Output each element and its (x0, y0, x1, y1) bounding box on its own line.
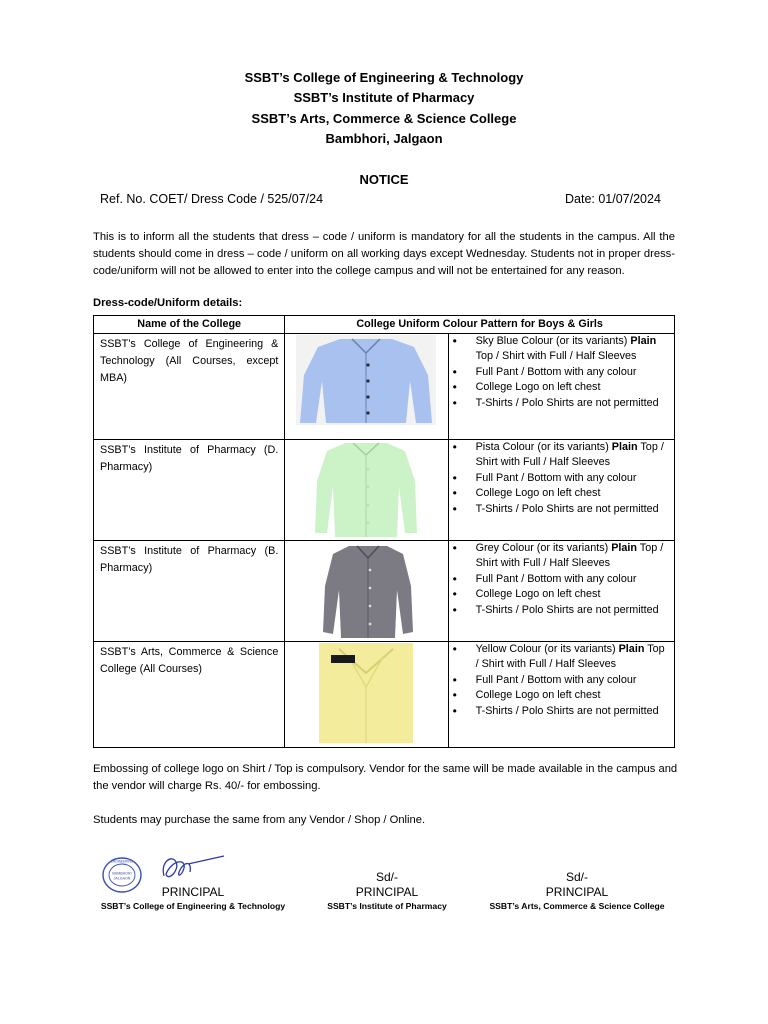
header-college-name: Name of the College (94, 316, 285, 334)
shirt-button (367, 504, 370, 507)
table-row (94, 642, 675, 748)
pattern-item: • T-Shirts / Polo Shirts are not permitted (476, 603, 670, 618)
purchase-note: Students may purchase the same from any Vendor / Shop / Online. (93, 814, 426, 826)
header-line-3: SSBT’s Arts, Commerce & Science College (251, 111, 517, 126)
top-shirt-text: Top / Shirt with Full / Half Sleeves (475, 542, 664, 570)
seal-top-text: ENGINEERING (110, 859, 134, 864)
signature-sd (93, 869, 293, 885)
plain-text: Plain (630, 335, 657, 347)
shirt-button (369, 569, 372, 572)
pattern-item: • T-Shirts / Polo Shirts are not permitted (476, 704, 670, 719)
signature-role: PRINCIPAL (545, 885, 609, 899)
pattern-list (449, 642, 674, 719)
shirt-button (367, 522, 370, 525)
pattern-item-colour (476, 642, 670, 673)
details-title: Dress-code/Uniform details: (93, 297, 243, 309)
shirt-button (367, 411, 370, 414)
colour-pattern-cell (448, 541, 674, 642)
signature-institute: SSBT’s Arts, Commerce & Science College (489, 901, 665, 911)
seal-center-text-1: BAMBHORI (112, 871, 132, 876)
embossing-note: Embossing of college logo on Shirt / Top is compulsory. Vendor for the same will be made available in the campus and the vendor will charge Rs. 40/- for embossing. (93, 763, 678, 792)
reference-number: Ref. No. COET/ Dress Code / 525/07/24 (100, 192, 324, 206)
college-name-cell: SSBT’s College of Engineering & Technology (All Courses, except MBA) (94, 334, 285, 440)
shirt-button (367, 468, 370, 471)
yellow-shirt-image (319, 643, 413, 743)
shirt-image-cell (285, 642, 448, 748)
signature-institute: SSBT’s College of Engineering & Technology (100, 901, 286, 911)
college-name-cell: SSBT’s Institute of Pharmacy (B. Pharmacy) (94, 541, 285, 642)
colour-pattern-cell (448, 642, 674, 748)
table-row (94, 541, 675, 642)
header-colour-pattern: College Uniform Colour Pattern for Boys & Girls (285, 316, 675, 334)
notice-body: This is to inform all the students that dress – code / uniform is mandatory for all the students in the campus. All the students should come in dress – code / uniform on all working days except Wednesday. Students not in proper dress-code/uniform will not be allowed to enter into the college campus and will not be entertained for any reason. (93, 231, 675, 277)
pattern-item: • T-Shirts / Polo Shirts are not permitted (476, 396, 670, 411)
signature-block-arts (482, 869, 672, 912)
shirt-button (367, 379, 370, 382)
top-shirt-text: Top / Shirt with Full / Half Sleeves (475, 350, 637, 363)
shirt-button (367, 486, 370, 489)
signature-block-engineering (93, 869, 293, 912)
colour-text: Grey Colour (or its variants) (475, 542, 612, 554)
pattern-item: • Full Pant / Bottom with any colour (476, 673, 670, 688)
notice-title: NOTICE (359, 172, 409, 187)
pattern-item: • College Logo on left chest (476, 380, 670, 395)
shirt-button (367, 363, 370, 366)
shirt-image-cell (285, 334, 448, 440)
pattern-item: • College Logo on left chest (476, 587, 670, 602)
shirt-image-cell (285, 541, 448, 642)
header-line-2: SSBT’s Institute of Pharmacy (293, 90, 475, 105)
pattern-item-colour (476, 440, 670, 471)
shirt-button (369, 605, 372, 608)
signature-institute: SSBT’s Institute of Pharmacy (327, 901, 447, 911)
signature-sd: Sd/- (565, 870, 588, 884)
shirt-image-cell (285, 440, 448, 541)
pattern-item: • Full Pant / Bottom with any colour (476, 471, 670, 486)
top-shirt-text: Top / Shirt with Full / Half Sleeves (475, 441, 664, 469)
pattern-item: • College Logo on left chest (476, 486, 670, 501)
pattern-list (449, 334, 674, 411)
sky-blue-shirt-image (296, 335, 436, 425)
header-line-4: Bambhori, Jalgaon (325, 131, 443, 146)
shirt-button (369, 587, 372, 590)
pattern-item: • Full Pant / Bottom with any colour (476, 572, 670, 587)
pattern-item: • College Logo on left chest (476, 688, 670, 703)
pattern-item: • T-Shirts / Polo Shirts are not permitted (476, 502, 670, 517)
pattern-item: • Full Pant / Bottom with any colour (476, 365, 670, 380)
plain-text: Plain (618, 643, 645, 655)
colour-text: Yellow Colour (or its variants) (475, 643, 619, 655)
top-shirt-text: Top / Shirt with Full / Half Sleeves (475, 643, 665, 671)
plain-text: Plain (611, 441, 638, 453)
pattern-list (449, 440, 674, 517)
college-name-cell: SSBT’s Arts, Commerce & Science College (All Courses) (94, 642, 285, 748)
seal-center-text-2: JALGAON (113, 876, 131, 881)
pattern-item-colour (476, 541, 670, 572)
shirt-button (367, 395, 370, 398)
shirt-button (369, 623, 372, 626)
table-row (94, 440, 675, 541)
shirt-brand-label (331, 655, 355, 663)
pattern-list (449, 541, 674, 618)
table-row (94, 334, 675, 440)
header-line-1: SSBT’s College of Engineering & Technology (244, 70, 524, 85)
colour-pattern-cell (448, 440, 674, 541)
colour-pattern-cell (448, 334, 674, 440)
pattern-item-colour (476, 334, 670, 365)
signature-sd: Sd/- (375, 870, 398, 884)
signature-block-pharmacy (307, 869, 467, 912)
signature-role: PRINCIPAL (355, 885, 419, 899)
table-header-row (94, 316, 675, 334)
pista-shirt-image (313, 441, 419, 538)
plain-text: Plain (611, 542, 637, 554)
colour-text: Sky Blue Colour (or its variants) (475, 335, 631, 347)
grey-shirt-image (319, 542, 417, 639)
uniform-table (93, 315, 675, 748)
signature-role: PRINCIPAL (161, 885, 225, 899)
college-name-cell: SSBT’s Institute of Pharmacy (D. Pharmacy) (94, 440, 285, 541)
colour-text: Pista Colour (or its variants) (475, 441, 612, 453)
notice-date: Date: 01/07/2024 (565, 192, 661, 206)
